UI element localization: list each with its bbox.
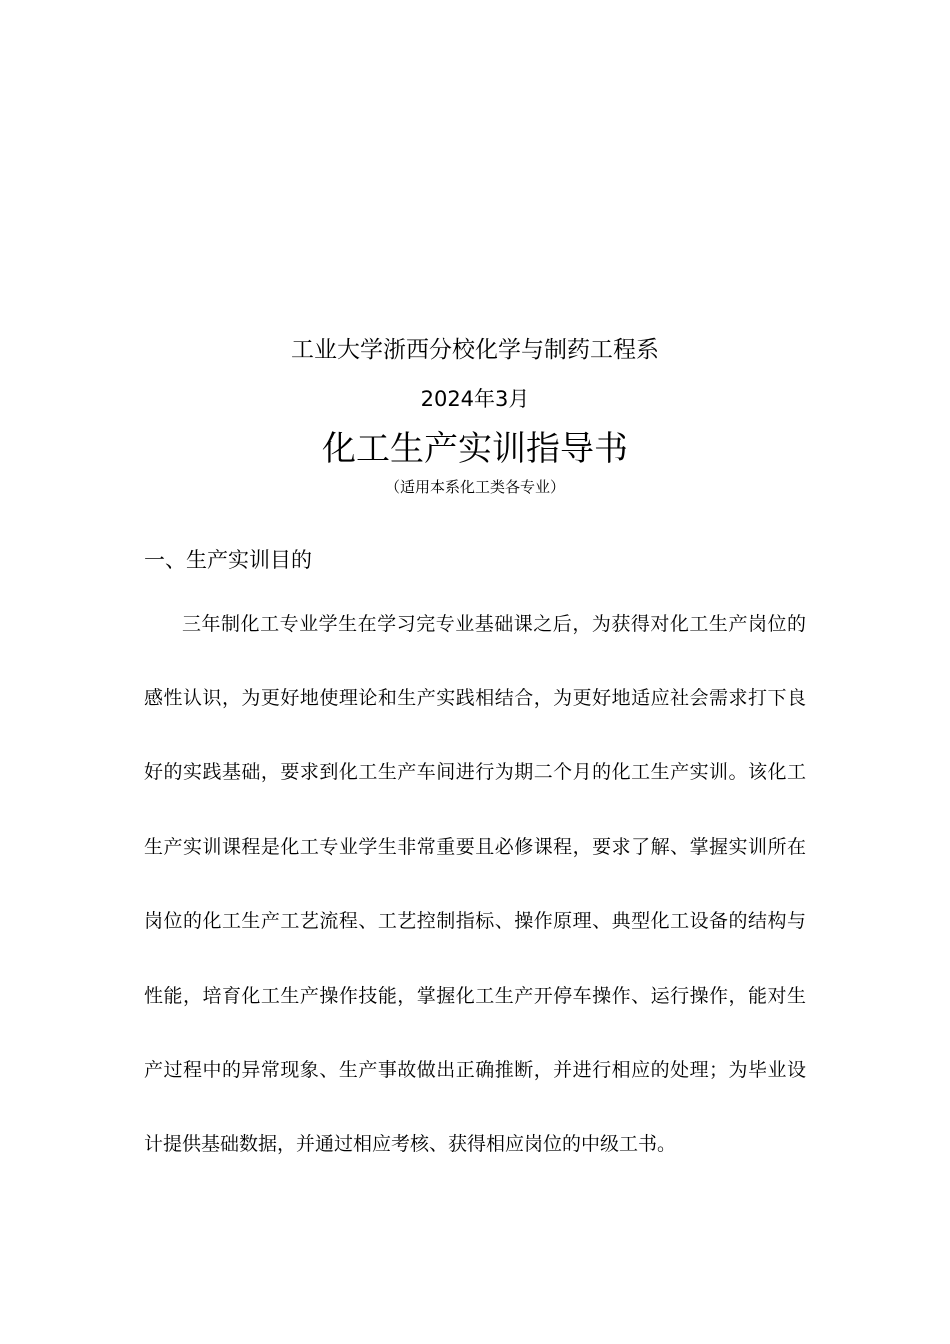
document-subtitle: （适用本系化工类各专业）	[384, 478, 565, 496]
paragraph-line: 产过程中的异常现象、生产事故做出正确推断，并进行相应的处理；为毕业设	[144, 1059, 806, 1081]
paragraph-line: 好的实践基础，要求到化工生产车间进行为期二个月的化工生产实训。该化工	[144, 761, 806, 783]
paragraph-line: 感性认识，为更好地使理论和生产实践相结合，为更好地适应社会需求打下良	[144, 687, 806, 709]
institution-name: 工业大学浙西分校化学与制药工程系	[291, 337, 659, 363]
paragraph-line: 三年制化工专业学生在学习完专业基础课之后，为获得对化工生产岗位的	[182, 613, 806, 635]
document-date: 2024年3月	[420, 387, 530, 411]
paragraph-line: 生产实训课程是化工专业学生非常重要且必修课程，要求了解、掌握实训所在	[144, 836, 806, 858]
document-title: 化工生产实训指导书	[322, 429, 628, 469]
paragraph-line: 岗位的化工生产工艺流程、工艺控制指标、操作原理、典型化工设备的结构与	[144, 910, 806, 932]
section-heading: 一、生产实训目的	[144, 548, 312, 572]
paragraph-line: 性能，培育化工生产操作技能，掌握化工生产开停车操作、运行操作，能对生	[144, 985, 806, 1007]
paragraph-line: 计提供基础数据，并通过相应考核、获得相应岗位的中级工书。	[144, 1133, 677, 1155]
